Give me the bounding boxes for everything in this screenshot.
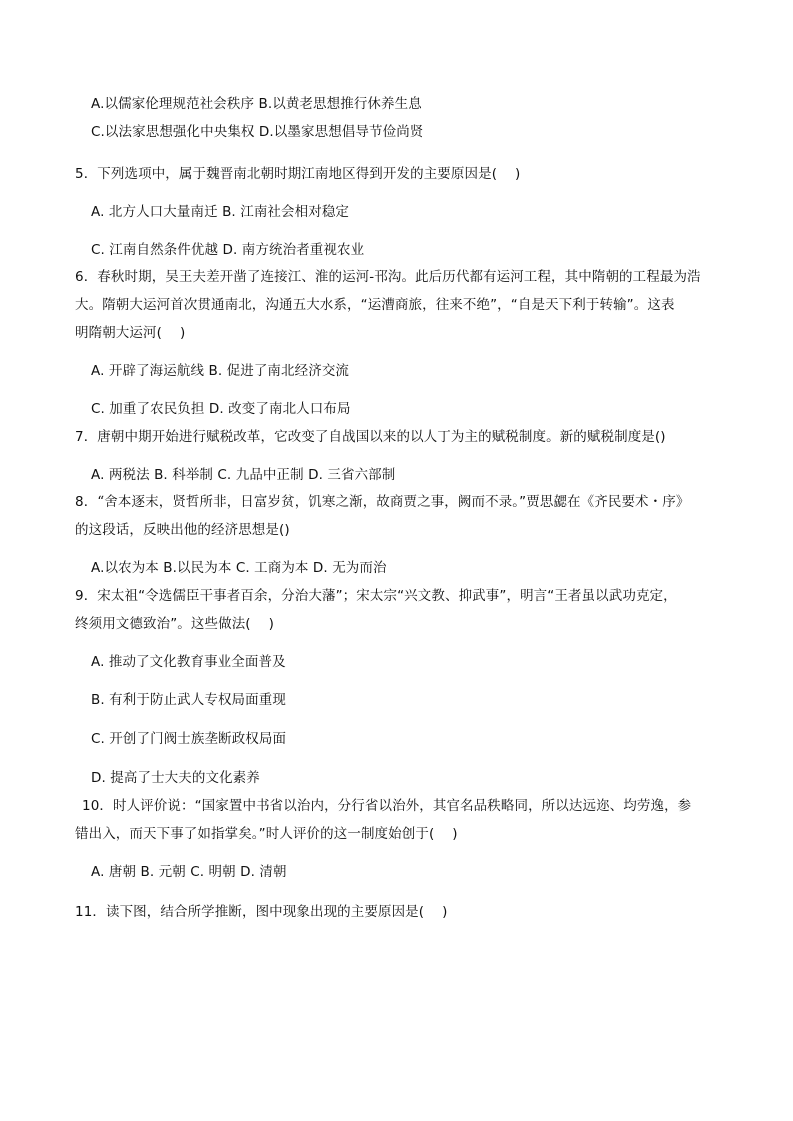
- q9-option-b: B. 有利于防止武人专权局面重现: [91, 692, 286, 708]
- q6-option-ab: A. 开辟了海运航线 B. 促进了南北经济交流: [91, 363, 350, 379]
- q10-stem-serif: 时人评价的这一制度始创于: [265, 826, 429, 842]
- q6-stem-line-2: 大。隋朝大运河首次贯通南北，沟通五大水系，“运漕商旅，往来不绝”，“自是天下利于转输”。这表: [75, 297, 675, 313]
- q5-stem: 5．下列选项中，属于魏晋南北朝时期江南地区得到开发的主要原因是( ): [75, 166, 521, 182]
- q5-option-ab: A. 北方人口大量南迁 B. 江南社会相对稳定: [91, 204, 350, 220]
- q8-stem-line-2: 的这段话，反映出他的经济思想是(): [75, 522, 290, 538]
- q4-option-ab: A.以儒家伦理规范社会秩序 B.以黄老思想推行休养生息: [91, 96, 422, 112]
- q6-option-cd: C. 加重了农民负担 D. 改变了南北人口布局: [91, 401, 351, 417]
- q9-option-d: D. 提高了士大夫的文化素养: [91, 770, 260, 786]
- q9-stem-line-2: 终须用文德致治”。这些做法( ): [75, 616, 275, 632]
- q10-paren: ( ): [428, 826, 458, 842]
- q7-options: A. 两税法 B. 科举制 C. 九品中正制 D. 三省六部制: [91, 467, 396, 483]
- q10-stem-line-2: [75, 824, 458, 844]
- q10-quote-end: 错出入，而天下事了如指掌矣。”: [75, 826, 266, 842]
- q5-option-cd: C. 江南自然条件优越 D. 南方统治者重视农业: [91, 242, 365, 258]
- q6-stem-line-1: 6．春秋时期，吴王夫差开凿了连接江、淮的运河-邗沟。此后历代都有运河工程，其中隋朝的工程最为浩: [75, 269, 701, 285]
- q8-options: A.以农为本 B.以民为本 C. 工商为本 D. 无为而治: [91, 560, 387, 576]
- q9-option-c: C. 开创了门阀士族垄断政权局面: [91, 731, 287, 747]
- q8-quote-start: “舍本逐末，: [97, 494, 173, 510]
- q9-option-a: A. 推动了文化教育事业全面普及: [91, 654, 286, 670]
- q10-stem-line-1: 10．时人评价说：“国家置中书省以治内，分行省以治外，其官名品秩略同，所以达远迩、均劳逸，参: [82, 798, 692, 814]
- q6-stem-line-3: 明隋朝大运河( ): [75, 325, 186, 341]
- q10-options: A. 唐朝 B. 元朝 C. 明朝 D. 清朝: [91, 864, 287, 880]
- q8-number: 8．: [75, 494, 98, 510]
- q8-stem-line-1: [75, 492, 689, 512]
- q4-option-cd: C.以法家思想强化中央集权 D.以墨家思想倡导节俭尚贤: [91, 124, 424, 140]
- q11-stem: 11．读下图，结合所学推断，图中现象出现的主要原因是( ): [75, 904, 448, 920]
- q7-stem: 7．唐朝中期开始进行赋税改革，它改变了自战国以来的以人丁为主的赋税制度。新的赋税制度是(): [75, 429, 666, 445]
- q8-stem-rest: 贤哲所非，日富岁贫，饥寒之渐，故商贾之事，阙而不录。”贾思勰在《齐民要术・序》: [172, 494, 690, 510]
- q9-stem-line-1: 9．宋太祖“令选儒臣干事者百余，分治大藩”；宋太宗“兴文教、抑武事”，明言“王者虽以武功克定，: [75, 588, 677, 604]
